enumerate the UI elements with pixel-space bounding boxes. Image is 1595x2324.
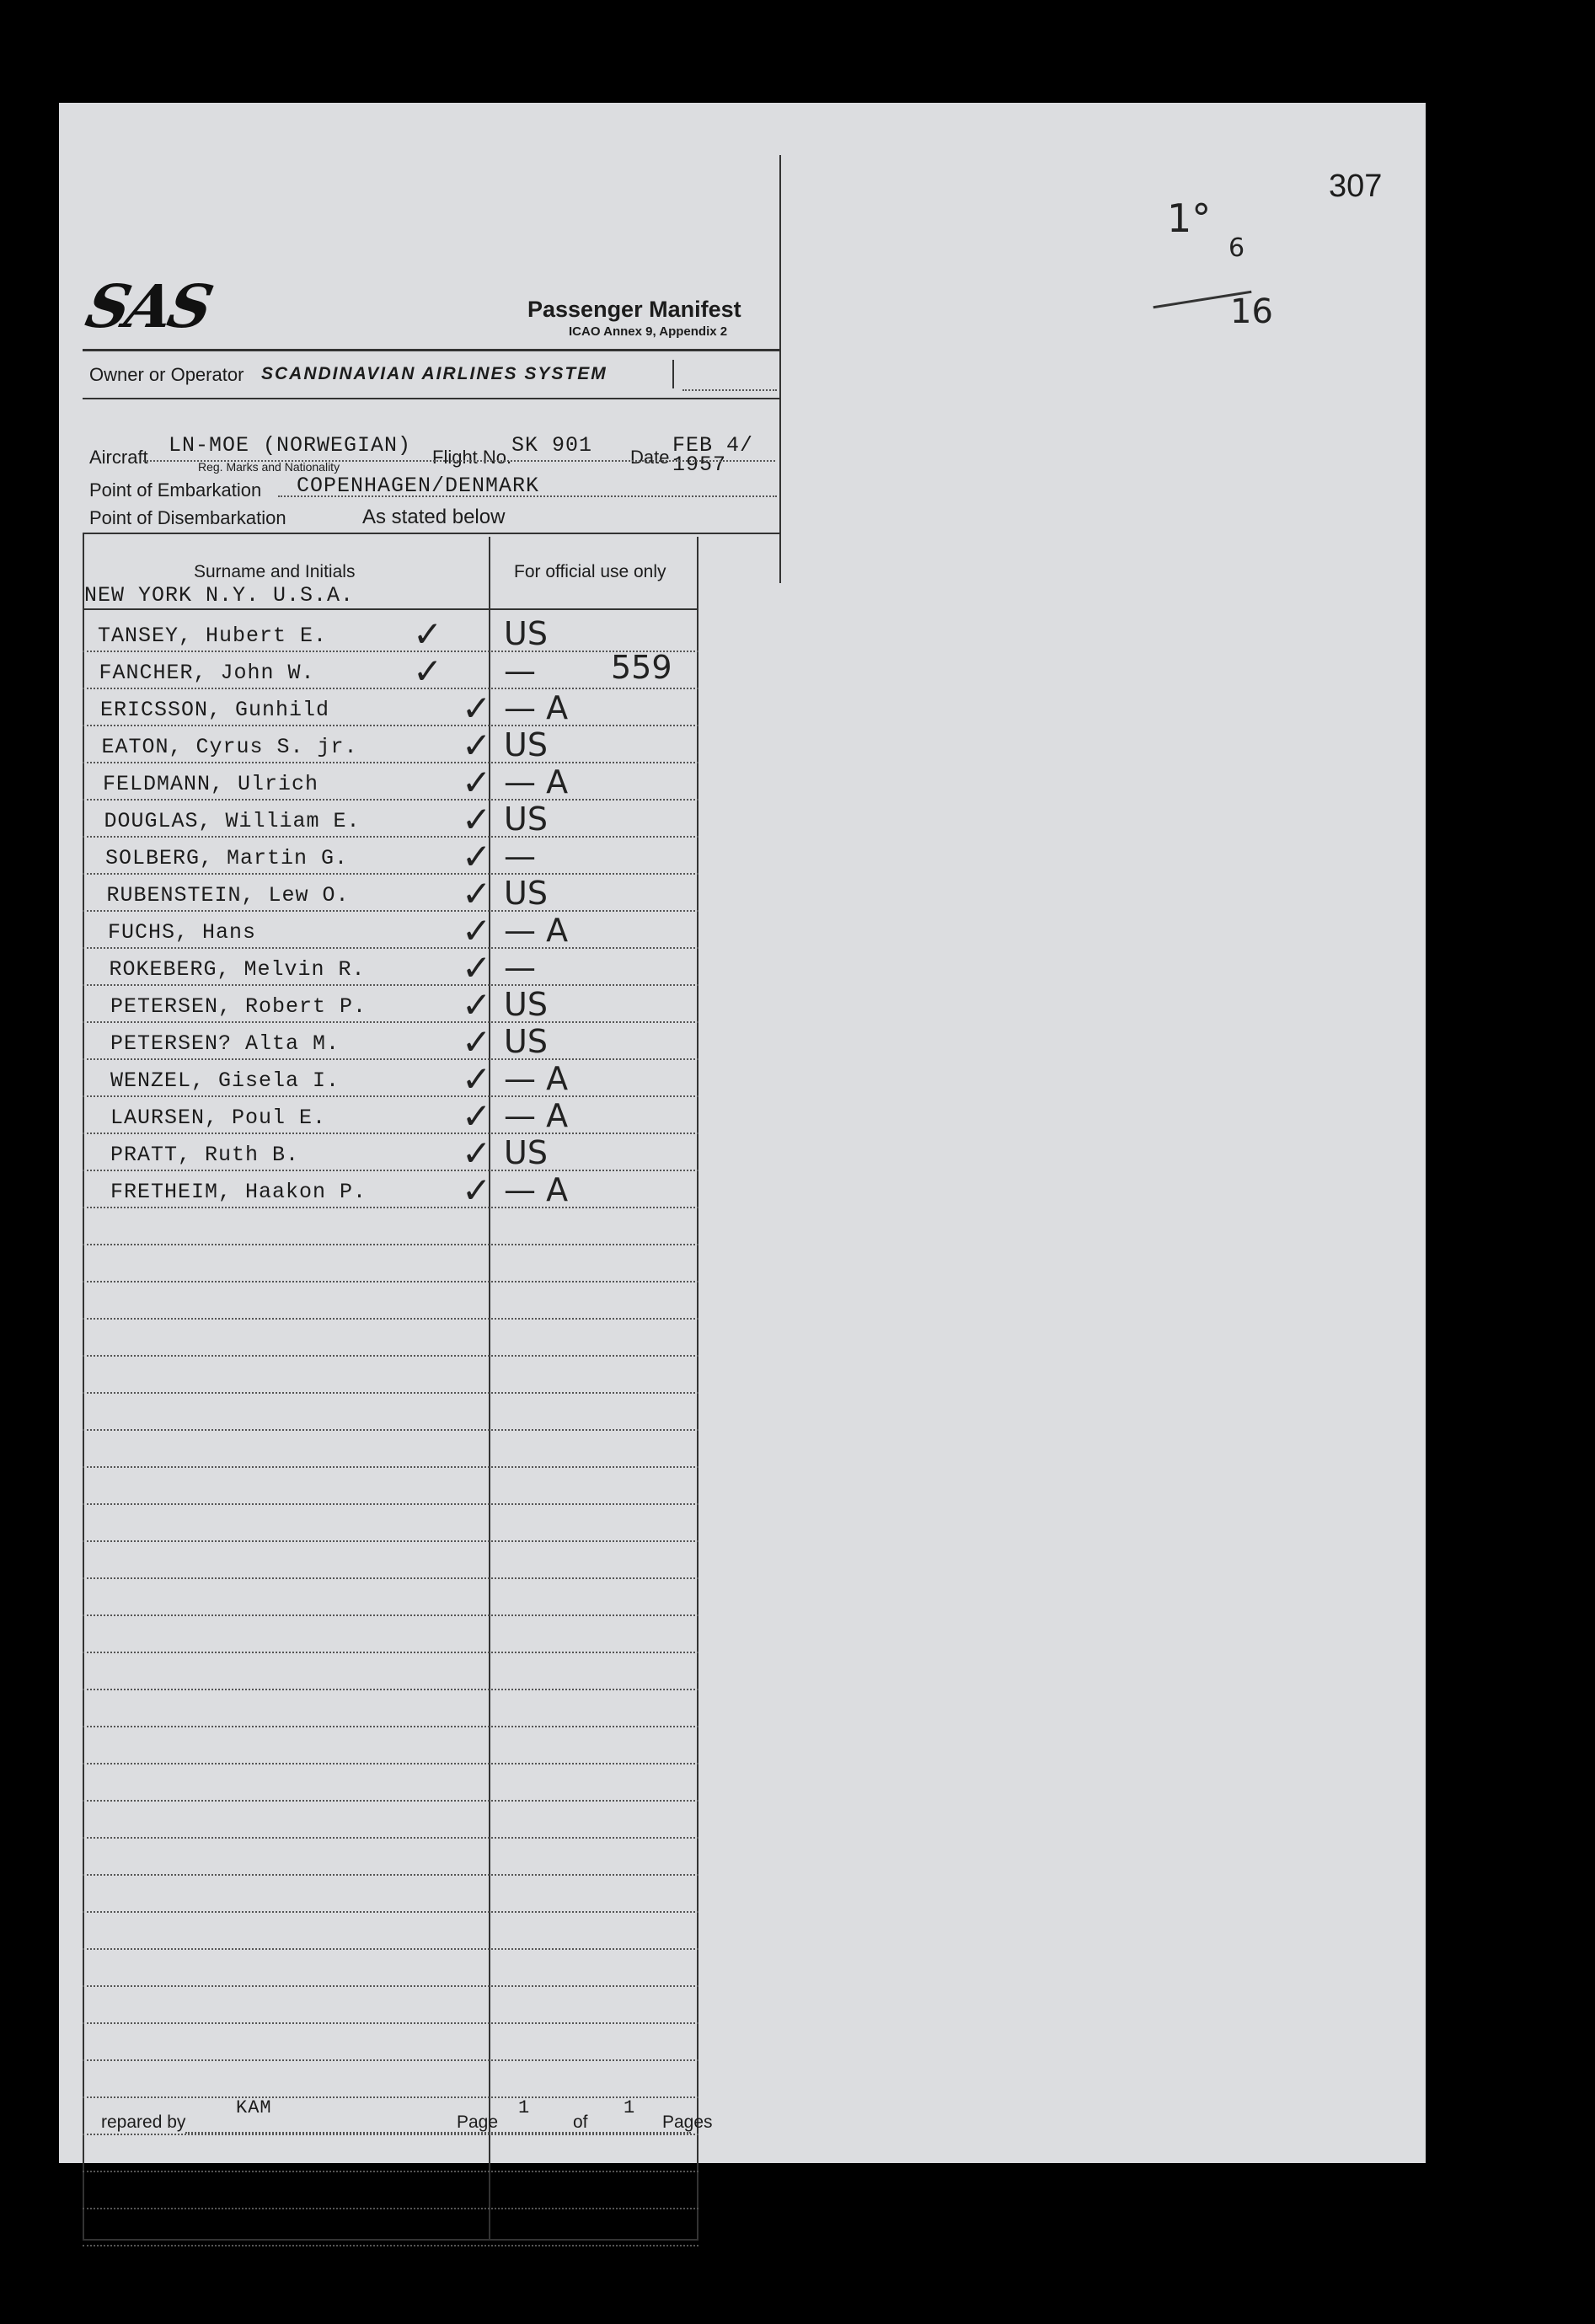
- flight-value: SK 901: [511, 433, 593, 458]
- aircraft-value: LN-MOE (NORWEGIAN): [169, 433, 412, 458]
- check-mark-icon: ✓: [413, 613, 443, 655]
- passenger-name: LAURSEN, Poul E.: [110, 1106, 327, 1130]
- aircraft-sublabel: Reg. Marks and Nationality: [198, 460, 340, 474]
- table-header-rule: [83, 608, 698, 610]
- check-mark-icon: ✓: [462, 799, 492, 840]
- row-rule: [83, 688, 698, 689]
- page-value: 1: [518, 2097, 531, 2118]
- row-rule: [83, 1614, 698, 1616]
- row-rule: [83, 762, 698, 763]
- disembarkation-label: Point of Disembarkation: [89, 507, 286, 528]
- owner-label: Owner or Operator: [89, 364, 244, 385]
- row-rule: [83, 1652, 698, 1653]
- passenger-name: FANCHER, John W.: [99, 661, 315, 685]
- manifest-title: Passenger Manifest: [527, 297, 741, 322]
- official-note: US: [504, 726, 548, 763]
- date-year: 1957: [672, 452, 727, 477]
- row-rule: [83, 1874, 698, 1876]
- check-mark-icon: ✓: [462, 1095, 492, 1137]
- pages-label: Pages: [662, 2112, 713, 2132]
- passenger-name: PRATT, Ruth B.: [110, 1143, 300, 1167]
- owner-divider: [672, 360, 674, 388]
- table-bottom-rule: [83, 2239, 698, 2241]
- row-rule: [83, 1207, 698, 1208]
- official-note: US: [504, 875, 548, 912]
- flight-label: Flight No.: [432, 447, 512, 468]
- official-note: — A: [504, 1097, 569, 1134]
- official-note: US: [504, 1023, 548, 1060]
- passenger-name: PETERSEN? Alta M.: [110, 1031, 340, 1056]
- row-rule: [83, 1763, 698, 1764]
- disembarkation-rule: [83, 533, 781, 534]
- col-header-name: Surname and Initials: [194, 562, 356, 581]
- row-rule: [83, 1392, 698, 1394]
- embarkation-dotted-line: [278, 495, 777, 497]
- official-note: —: [504, 949, 536, 986]
- check-mark-icon: ✓: [462, 1133, 492, 1174]
- row-rule: [83, 2208, 698, 2209]
- official-note: — A: [504, 689, 569, 726]
- passenger-name: WENZEL, Gisela I.: [110, 1068, 340, 1093]
- passenger-name: ERICSSON, Gunhild: [100, 698, 330, 722]
- row-rule: [83, 1170, 698, 1171]
- check-mark-icon: ✓: [462, 1170, 492, 1211]
- official-note: US: [504, 801, 548, 838]
- passenger-name: FRETHEIM, Haakon P.: [110, 1180, 367, 1204]
- destination-heading: NEW YORK N.Y. U.S.A.: [84, 583, 355, 608]
- prepared-by-label: repared by: [101, 2112, 186, 2132]
- passenger-name: DOUGLAS, William E.: [104, 809, 361, 833]
- check-mark-icon: ✓: [462, 1021, 492, 1063]
- row-rule: [83, 1837, 698, 1839]
- check-mark-icon: ✓: [462, 725, 492, 766]
- row-rule: [83, 1058, 698, 1060]
- row-rule: [83, 1244, 698, 1245]
- row-rule: [83, 947, 698, 949]
- row-rule: [83, 651, 698, 652]
- margin-note-bottom: 16: [1230, 292, 1273, 331]
- disembarkation-value: As stated below: [362, 506, 506, 528]
- row-rule: [83, 1726, 698, 1727]
- row-rule: [83, 2059, 698, 2061]
- check-mark-icon: ✓: [462, 873, 492, 914]
- row-rule: [83, 1429, 698, 1431]
- row-rule: [83, 984, 698, 986]
- official-note: US: [504, 1134, 548, 1171]
- official-note: — A: [504, 1171, 569, 1208]
- check-mark-icon: ✓: [462, 688, 492, 729]
- sas-logo: SAS: [80, 271, 217, 341]
- check-mark-icon: ✓: [462, 947, 492, 988]
- passenger-name: PETERSEN, Robert P.: [110, 994, 367, 1019]
- row-rule: [83, 1355, 698, 1357]
- row-rule: [83, 1689, 698, 1690]
- header-right-border: [779, 155, 781, 583]
- passenger-name: RUBENSTEIN, Lew O.: [106, 883, 350, 908]
- footer-dotted-line: [185, 2132, 691, 2134]
- embarkation-value: COPENHAGEN/DENMARK: [297, 474, 540, 498]
- owner-value: SCANDINAVIAN AIRLINES SYSTEM: [261, 364, 607, 383]
- row-rule: [83, 2171, 698, 2172]
- row-rule: [83, 1095, 698, 1097]
- check-mark-icon: ✓: [462, 910, 492, 951]
- row-rule: [83, 1948, 698, 1950]
- official-note: —: [504, 838, 536, 875]
- official-note: — A: [504, 763, 569, 801]
- row-rule: [83, 836, 698, 838]
- page-number: 307: [1329, 169, 1383, 204]
- table-left-border: [83, 533, 84, 2239]
- passenger-name: FUCHS, Hans: [108, 920, 257, 945]
- row-rule: [83, 1133, 698, 1134]
- row-rule: [83, 2096, 698, 2098]
- row-rule: [83, 1577, 698, 1579]
- passenger-name: FELDMANN, Ulrich: [103, 772, 319, 796]
- margin-note-top: 1°: [1167, 195, 1212, 241]
- col-header-official: For official use only: [514, 562, 666, 581]
- row-rule: [83, 1911, 698, 1913]
- owner-dotted-line: [682, 389, 777, 391]
- check-mark-icon: ✓: [413, 651, 443, 692]
- official-note: US: [504, 615, 548, 652]
- official-note: — A: [504, 912, 569, 949]
- aircraft-dotted-line: [143, 460, 775, 462]
- prepared-by-value: KAM: [236, 2097, 272, 2118]
- page-label: Page: [457, 2112, 499, 2132]
- row-rule: [83, 1466, 698, 1468]
- passenger-name: ROKEBERG, Melvin R.: [109, 957, 366, 982]
- passenger-name: EATON, Cyrus S. jr.: [101, 735, 358, 759]
- aircraft-label: Aircraft: [89, 447, 148, 468]
- row-rule: [83, 873, 698, 875]
- owner-rule: [83, 398, 781, 399]
- row-rule: [83, 2245, 698, 2246]
- date-value: FEB 4/: [672, 433, 754, 458]
- header-rule: [83, 349, 781, 351]
- row-rule: [83, 2134, 698, 2135]
- row-rule: [83, 910, 698, 912]
- row-rule: [83, 1318, 698, 1320]
- official-note: US: [504, 986, 548, 1023]
- embarkation-label: Point of Embarkation: [89, 479, 262, 501]
- manifest-page: [59, 103, 1426, 2163]
- official-extra-note: 559: [611, 649, 672, 686]
- passenger-name: SOLBERG, Martin G.: [105, 846, 349, 870]
- row-rule: [83, 2022, 698, 2024]
- date-label: Date: [630, 447, 670, 468]
- margin-note-sub: 6: [1228, 233, 1245, 263]
- passenger-name: TANSEY, Hubert E.: [98, 624, 328, 648]
- of-value: 1: [624, 2097, 636, 2118]
- row-rule: [83, 1281, 698, 1282]
- row-rule: [83, 1985, 698, 1987]
- check-mark-icon: ✓: [462, 762, 492, 803]
- check-mark-icon: ✓: [462, 1058, 492, 1100]
- of-label: of: [573, 2112, 588, 2132]
- row-rule: [83, 1800, 698, 1802]
- row-rule: [83, 799, 698, 801]
- row-rule: [83, 1503, 698, 1505]
- official-note: —: [504, 652, 536, 689]
- row-rule: [83, 1540, 698, 1542]
- check-mark-icon: ✓: [462, 836, 492, 877]
- row-rule: [83, 1021, 698, 1023]
- table-right-border: [697, 537, 698, 2239]
- row-rule: [83, 725, 698, 726]
- manifest-subtitle: ICAO Annex 9, Appendix 2: [569, 324, 728, 339]
- official-note: — A: [504, 1060, 569, 1097]
- check-mark-icon: ✓: [462, 984, 492, 1025]
